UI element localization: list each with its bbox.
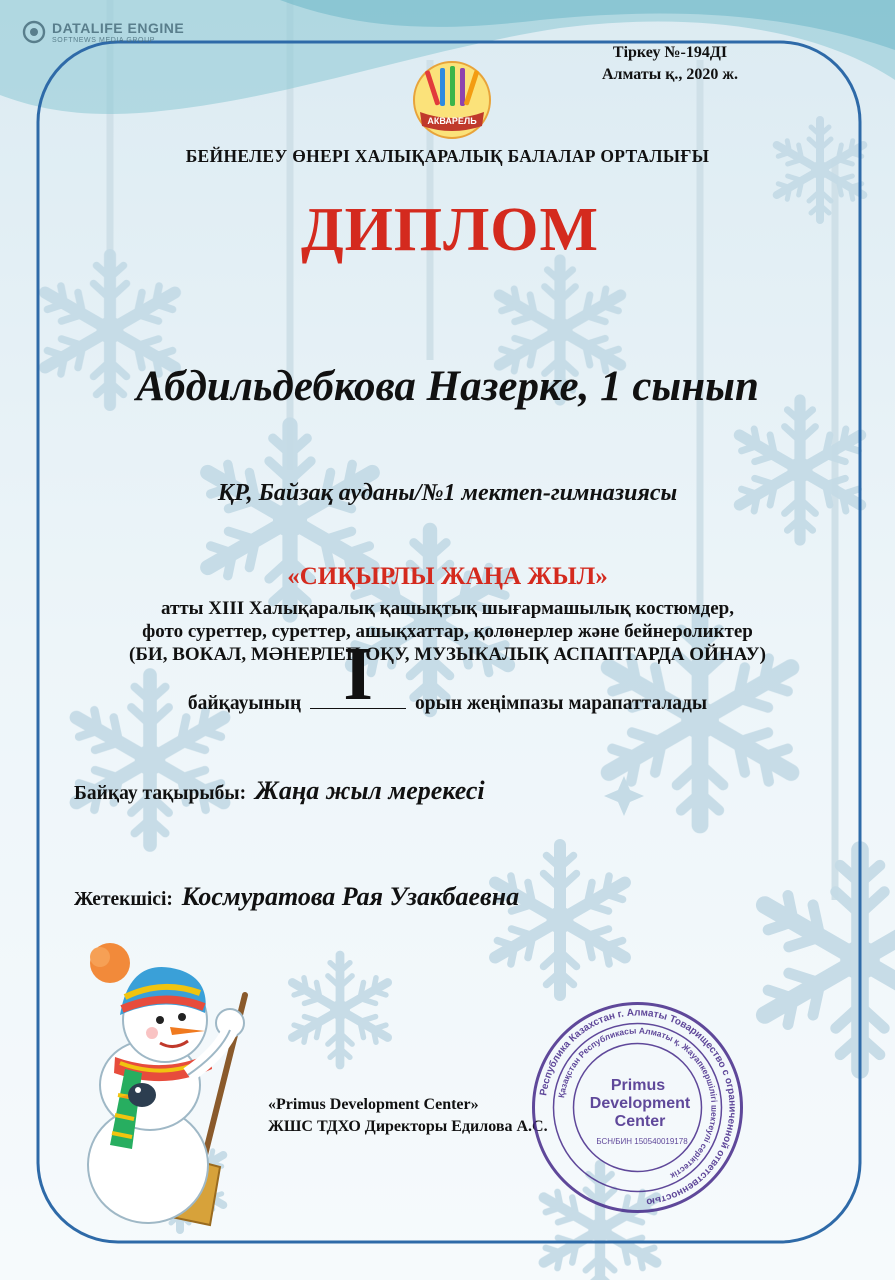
stamp-center-line: Center	[614, 1113, 666, 1130]
diploma-title: ДИПЛОМ	[300, 196, 600, 264]
award-prefix: байқауының	[187, 693, 302, 714]
registration-info	[580, 42, 760, 86]
registration-number: Тіркеу №-194ДІ	[612, 44, 728, 61]
stamp-center-line: Primus	[610, 1077, 666, 1094]
place-blank	[310, 632, 406, 716]
stamp-ring-inner: Қазақстан Республикасы Алматы қ. Жауапкершілігі шектеулі серіктестік	[556, 1025, 720, 1182]
contest-description	[30, 597, 865, 666]
contest-description-line: атты XIII Халықаралық қашықтық шығармашылық костюмдер,	[161, 598, 734, 619]
contest-description-line: (БИ, ВОКАЛ, МӘНЕРЛЕП ОҚУ, МУЗЫКАЛЫҚ АСПАПТАРДА ОЙНАУ)	[129, 644, 766, 665]
supervisor	[74, 882, 519, 912]
contest-description-line: фото суреттер, суреттер, ашықхаттар, қолөнерлер және бейнероликтер	[142, 621, 753, 642]
contest-topic	[74, 776, 485, 806]
akvarel-logo	[412, 60, 492, 140]
datalife-logo-icon	[22, 20, 46, 44]
recipient-name: Абдильдебкова Назерке, 1 сынып	[136, 363, 759, 410]
award-suffix: орын жеңімпазы марапатталады	[415, 693, 708, 714]
snowman-illustration	[70, 935, 270, 1235]
topic-label: Байқау тақырыбы:	[74, 783, 247, 804]
signature-block	[268, 1094, 548, 1138]
school-name: ҚР, Байзақ ауданы/№1 мектеп-гимназиясы	[217, 480, 678, 506]
organization-name: БЕЙНЕЛЕУ ӨНЕРІ ХАЛЫҚАРАЛЫҚ БАЛАЛАР ОРТАЛЫҒЫ	[185, 146, 710, 166]
place-number: I	[343, 632, 373, 716]
registration-place-date: Алматы қ., 2020 ж.	[601, 66, 739, 83]
stamp-center-line: Development	[589, 1095, 691, 1112]
signature-organization: «Primus Development Center»	[268, 1096, 479, 1113]
logo-text: АКВАРЕЛЬ	[427, 116, 477, 126]
watermark	[22, 20, 184, 44]
stamp-ring-outer: Республика Казахстан г. Алматы Товарищество с ограниченной ответственностью	[538, 1007, 738, 1208]
topic-value: Жаңа жыл мерекесі	[254, 776, 485, 805]
supervisor-name: Космуратова Рая Узакбаевна	[181, 882, 520, 911]
watermark-subtitle: SOFTNEWS MEDIA GROUP	[52, 36, 156, 44]
watermark-title: DATALIFE ENGINE	[52, 19, 185, 36]
signature-director: ЖШС ТДХО Директоры Едилова А.С.	[268, 1118, 548, 1135]
official-stamp	[530, 1000, 745, 1215]
supervisor-label: Жетекшісі:	[74, 889, 173, 910]
stamp-bin: БСН/БИН 150540019178	[596, 1137, 688, 1146]
contest-name: «СИҚЫРЛЫ ЖАҢА ЖЫЛ»	[287, 563, 608, 590]
